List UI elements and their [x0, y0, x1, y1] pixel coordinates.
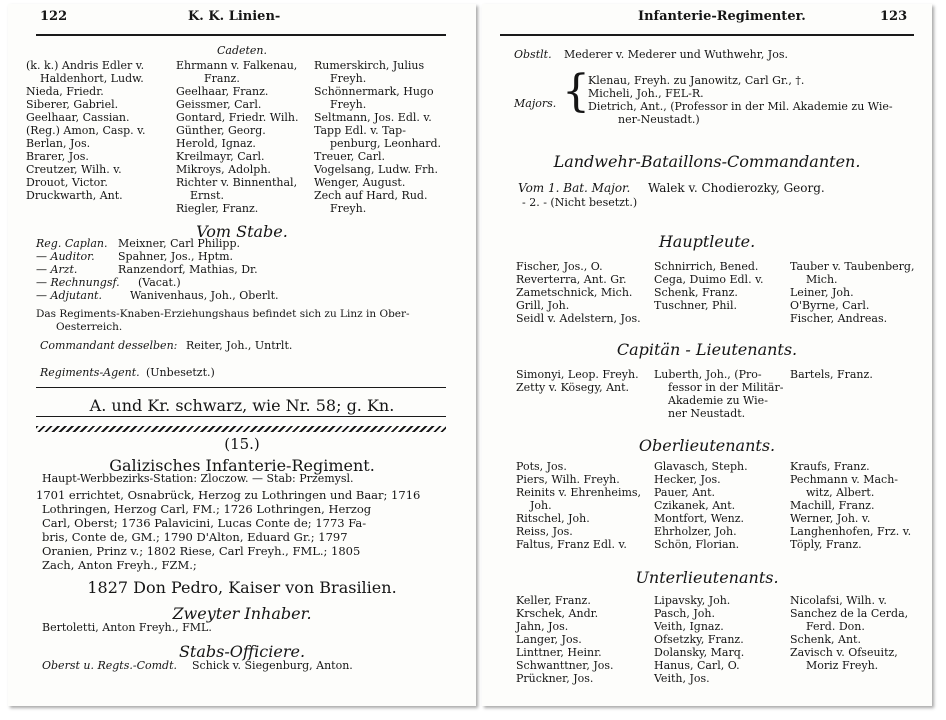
list-item: Luberth, Joh., (Pro-: [654, 368, 762, 381]
list-item: Linttner, Heinr.: [516, 646, 602, 659]
list-item: Kreilmayr, Carl.: [176, 150, 265, 163]
hauptleute-heading: Hauptleute.: [658, 232, 756, 251]
oberlieutenants-heading: Oberlieutenants.: [638, 436, 776, 455]
list-item: Richter v. Binnenthal,: [176, 176, 298, 189]
list-item: Hanus, Carl, O.: [654, 659, 740, 672]
running-title: Infanterie-Regimenter.: [638, 9, 806, 24]
list-item: Drouot, Victor.: [26, 176, 108, 189]
list-item: Prückner, Jos.: [516, 672, 594, 685]
unterlieutenants-heading: Unterlieutenants.: [635, 568, 779, 587]
stab-role: — Rechnungsf.: [36, 276, 120, 289]
list-item: Kraufs, Franz.: [790, 460, 870, 473]
list-item: Pots, Jos.: [516, 460, 567, 473]
header-rule: [36, 34, 446, 36]
history-line: Zach, Anton Freyh., FZM.;: [42, 558, 197, 572]
list-item: Grill, Joh.: [516, 299, 570, 312]
list-item: Freyh.: [330, 72, 367, 85]
obstlt-name: Mederer v. Mederer und Wuthwehr, Jos.: [564, 48, 788, 61]
list-item: Lipavsky, Joh.: [654, 594, 731, 607]
list-item: Pechmann v. Mach-: [790, 473, 899, 486]
list-item: Zech auf Hard, Rud.: [314, 189, 428, 202]
list-item: Haldenhort, Ludw.: [40, 72, 144, 85]
list-item: Töply, Franz.: [790, 538, 862, 551]
list-item: Hecker, Jos.: [654, 473, 721, 486]
list-item: Freyh.: [330, 98, 367, 111]
list-item: ner-Neustadt.): [618, 113, 700, 126]
page-number: 123: [880, 9, 908, 24]
bat1-label: Vom 1. Bat. Major.: [518, 181, 631, 195]
list-item: Ehrholzer, Joh.: [654, 525, 737, 538]
history-line: 1701 errichtet, Osnabrück, Herzog zu Lothringen und Baar; 1716: [36, 488, 421, 502]
list-item: Zavisch v. Ofseuitz,: [790, 646, 898, 659]
list-item: Wenger, August.: [314, 176, 406, 189]
history-line: Lothringen, Herzog Carl, FM.; 1726 Lothringen, Herzog: [42, 502, 372, 516]
list-item: Veith, Ignaz.: [654, 620, 724, 633]
list-item: Treuer, Carl.: [314, 150, 385, 163]
history-line: Oranien, Prinz v.; 1802 Riese, Carl Freyh., FML.; 1805: [42, 544, 361, 558]
list-item: Reinits v. Ehrenheims,: [516, 486, 642, 499]
stab-heading: Vom Stabe.: [196, 222, 288, 241]
list-item: Glavasch, Steph.: [654, 460, 748, 473]
list-item: Rumerskirch, Julius: [314, 59, 425, 72]
list-item: Schwanttner, Jos.: [516, 659, 614, 672]
list-item: Riegler, Franz.: [176, 202, 259, 215]
list-item: Geelhaar, Franz.: [176, 85, 269, 98]
list-item: Schenk, Ant.: [790, 633, 861, 646]
brace-icon: {: [562, 66, 590, 117]
list-item: Zametschnick, Mich.: [516, 286, 633, 299]
bat1-name: Walek v. Chodierozky, Georg.: [648, 181, 825, 195]
list-item: Werner, Joh. v.: [790, 512, 871, 525]
commandant-label: Commandant desselben:: [40, 339, 178, 352]
list-item: Freyh.: [330, 202, 367, 215]
list-item: Fischer, Andreas.: [790, 312, 888, 325]
uniform-line: A. und Kr. schwarz, wie Nr. 58; g. Kn.: [89, 396, 395, 415]
list-item: Gontard, Friedr. Wilh.: [176, 111, 299, 124]
list-item: Reverterra, Ant. Gr.: [516, 273, 627, 286]
list-item: Siberer, Gabriel.: [26, 98, 119, 111]
list-item: Seltmann, Jos. Edl. v.: [314, 111, 432, 124]
list-item: Mich.: [806, 273, 838, 286]
list-item: Ferd. Don.: [806, 620, 865, 633]
landwehr-heading: Landwehr-Bataillons-Commandanten.: [553, 152, 861, 171]
list-item: witz, Albert.: [806, 486, 875, 499]
majors-label: Majors.: [514, 97, 557, 110]
stab-role: — Adjutant.: [36, 289, 102, 302]
list-item: Geelhaar, Cassian.: [26, 111, 130, 124]
regiment-number: (15.): [224, 435, 260, 453]
list-item: Czikanek, Ant.: [654, 499, 736, 512]
list-item: Langhenhofen, Frz. v.: [790, 525, 912, 538]
list-item: Dietrich, Ant., (Professor in der Mil. Akademie zu Wie-: [588, 100, 893, 113]
list-item: Druckwarth, Ant.: [26, 189, 123, 202]
stab-name: (Vacat.): [138, 276, 181, 289]
oberst-name: Schick v. Siegenburg, Anton.: [192, 659, 353, 672]
list-item: penburg, Leonhard.: [330, 137, 442, 150]
werbbezirk-line: Haupt-Werbbezirks-Station: Zloczow. — Stab: Przemysl.: [42, 472, 354, 485]
list-item: Tuschner, Phil.: [654, 299, 737, 312]
list-item: Herold, Ignaz.: [176, 137, 256, 150]
commandant-name: Reiter, Joh., Untrlt.: [186, 339, 293, 352]
list-item: Langer, Jos.: [516, 633, 582, 646]
list-item: Nicolafsi, Wilh. v.: [790, 594, 887, 607]
list-item: Schnirrich, Bened.: [654, 260, 759, 273]
regiment-title: Galizisches Infanterie-Regiment.: [109, 456, 375, 475]
left-page: [8, 4, 476, 706]
running-title: K. K. Linien-: [188, 9, 281, 24]
zweyter-heading: Zweyter Inhaber.: [172, 604, 312, 623]
obstlt-label: Obstlt.: [514, 48, 552, 61]
list-item: Jahn, Jos.: [516, 620, 569, 633]
list-item: Keller, Franz.: [516, 594, 591, 607]
stab-name: Spahner, Jos., Hptm.: [118, 250, 234, 263]
list-item: Ritschel, Joh.: [516, 512, 590, 525]
list-item: Vogelsang, Ludw. Frh.: [314, 163, 438, 176]
list-item: Moriz Freyh.: [806, 659, 879, 672]
list-item: Berlan, Jos.: [26, 137, 91, 150]
stab-role: — Auditor.: [36, 250, 95, 263]
history-line: Carl, Oberst; 1736 Palavicini, Lucas Conte de; 1773 Fa-: [42, 516, 367, 530]
zweyter-name: Bertoletti, Anton Freyh., FML.: [42, 621, 212, 634]
list-item: Mikroys, Adolph.: [176, 163, 271, 176]
list-item: Klenau, Freyh. zu Janowitz, Carl Gr., †.: [588, 74, 805, 87]
list-item: Günther, Georg.: [176, 124, 266, 137]
cadets-heading: Cadeten.: [216, 44, 268, 57]
list-item: Fischer, Jos., O.: [516, 260, 603, 273]
list-item: Pasch, Joh.: [654, 607, 715, 620]
list-item: (k. k.) Andris Edler v.: [26, 59, 145, 72]
capitan-heading: Capitän - Lieutenants.: [616, 340, 798, 359]
stab-role: Reg. Caplan.: [36, 237, 108, 250]
list-item: Nieda, Friedr.: [26, 85, 104, 98]
ornamental-divider: [36, 426, 446, 432]
list-item: Ernst.: [190, 189, 224, 202]
list-item: fessor in der Militär-: [668, 381, 784, 394]
header-rule: [500, 34, 914, 36]
list-item: Machill, Franz.: [790, 499, 875, 512]
list-item: Bartels, Franz.: [790, 368, 873, 381]
list-item: Sanchez de la Cerda,: [790, 607, 909, 620]
stab-name: Wanivenhaus, Joh., Oberlt.: [130, 289, 279, 302]
stabs-heading: Stabs-Officiere.: [178, 642, 306, 661]
list-item: Creutzer, Wilh. v.: [26, 163, 122, 176]
list-item: Tapp Edl. v. Tap-: [314, 124, 406, 137]
list-item: Faltus, Franz Edl. v.: [516, 538, 627, 551]
list-item: Leiner, Joh.: [790, 286, 854, 299]
list-item: Seidl v. Adelstern, Jos.: [516, 312, 641, 325]
list-item: Zetty v. Kösegy, Ant.: [516, 381, 630, 394]
erziehungshaus-line: Oesterreich.: [56, 321, 123, 333]
list-item: ner Neustadt.: [668, 407, 746, 420]
list-item: Schönnermark, Hugo: [314, 85, 434, 98]
list-item: Geissmer, Carl.: [176, 98, 262, 111]
list-item: (Reg.) Amon, Casp. v.: [26, 124, 146, 137]
agent-value: (Unbesetzt.): [146, 366, 215, 379]
list-item: Pauer, Ant.: [654, 486, 716, 499]
list-item: Krschek, Andr.: [516, 607, 599, 620]
divider: [36, 416, 446, 417]
page-number: 122: [40, 9, 68, 24]
list-item: Tauber v. Taubenberg,: [790, 260, 915, 273]
list-item: Cega, Duimo Edl. v.: [654, 273, 764, 286]
list-item: Joh.: [530, 499, 552, 512]
right-page: [482, 4, 932, 706]
list-item: Montfort, Wenz.: [654, 512, 745, 525]
list-item: Brarer, Jos.: [26, 150, 89, 163]
agent-label: Regiments-Agent.: [40, 366, 140, 379]
erziehungshaus-line: Das Regiments-Knaben-Erziehungshaus befindet sich zu Linz in Ober-: [36, 308, 410, 320]
divider: [36, 387, 446, 388]
list-item: Dolansky, Marq.: [654, 646, 745, 659]
history-line: bris, Conte de, GM.; 1790 D'Alton, Eduard Gr.; 1797: [42, 530, 348, 544]
stab-name: Meixner, Carl Philipp.: [118, 237, 240, 250]
list-item: Ehrmann v. Falkenau,: [176, 59, 298, 72]
list-item: Akademie zu Wie-: [668, 394, 768, 407]
list-item: Simonyi, Leop. Freyh.: [516, 368, 639, 381]
list-item: Piers, Wilh. Freyh.: [516, 473, 620, 486]
stab-role: — Arzt.: [36, 263, 78, 276]
oberst-label: Oberst u. Regts.-Comdt.: [42, 659, 178, 672]
list-item: Franz.: [204, 72, 240, 85]
list-item: Schenk, Franz.: [654, 286, 738, 299]
bat2-line: - 2. - (Nicht besetzt.): [522, 196, 638, 209]
inhaber-line: 1827 Don Pedro, Kaiser von Brasilien.: [87, 578, 397, 597]
list-item: Veith, Jos.: [654, 672, 710, 685]
list-item: Micheli, Joh., FEL-R.: [588, 87, 704, 100]
list-item: Reiss, Jos.: [516, 525, 573, 538]
list-item: Ofsetzky, Franz.: [654, 633, 744, 646]
list-item: Schön, Florian.: [654, 538, 740, 551]
stab-name: Ranzendorf, Mathias, Dr.: [118, 263, 258, 276]
list-item: O'Byrne, Carl.: [790, 299, 870, 312]
